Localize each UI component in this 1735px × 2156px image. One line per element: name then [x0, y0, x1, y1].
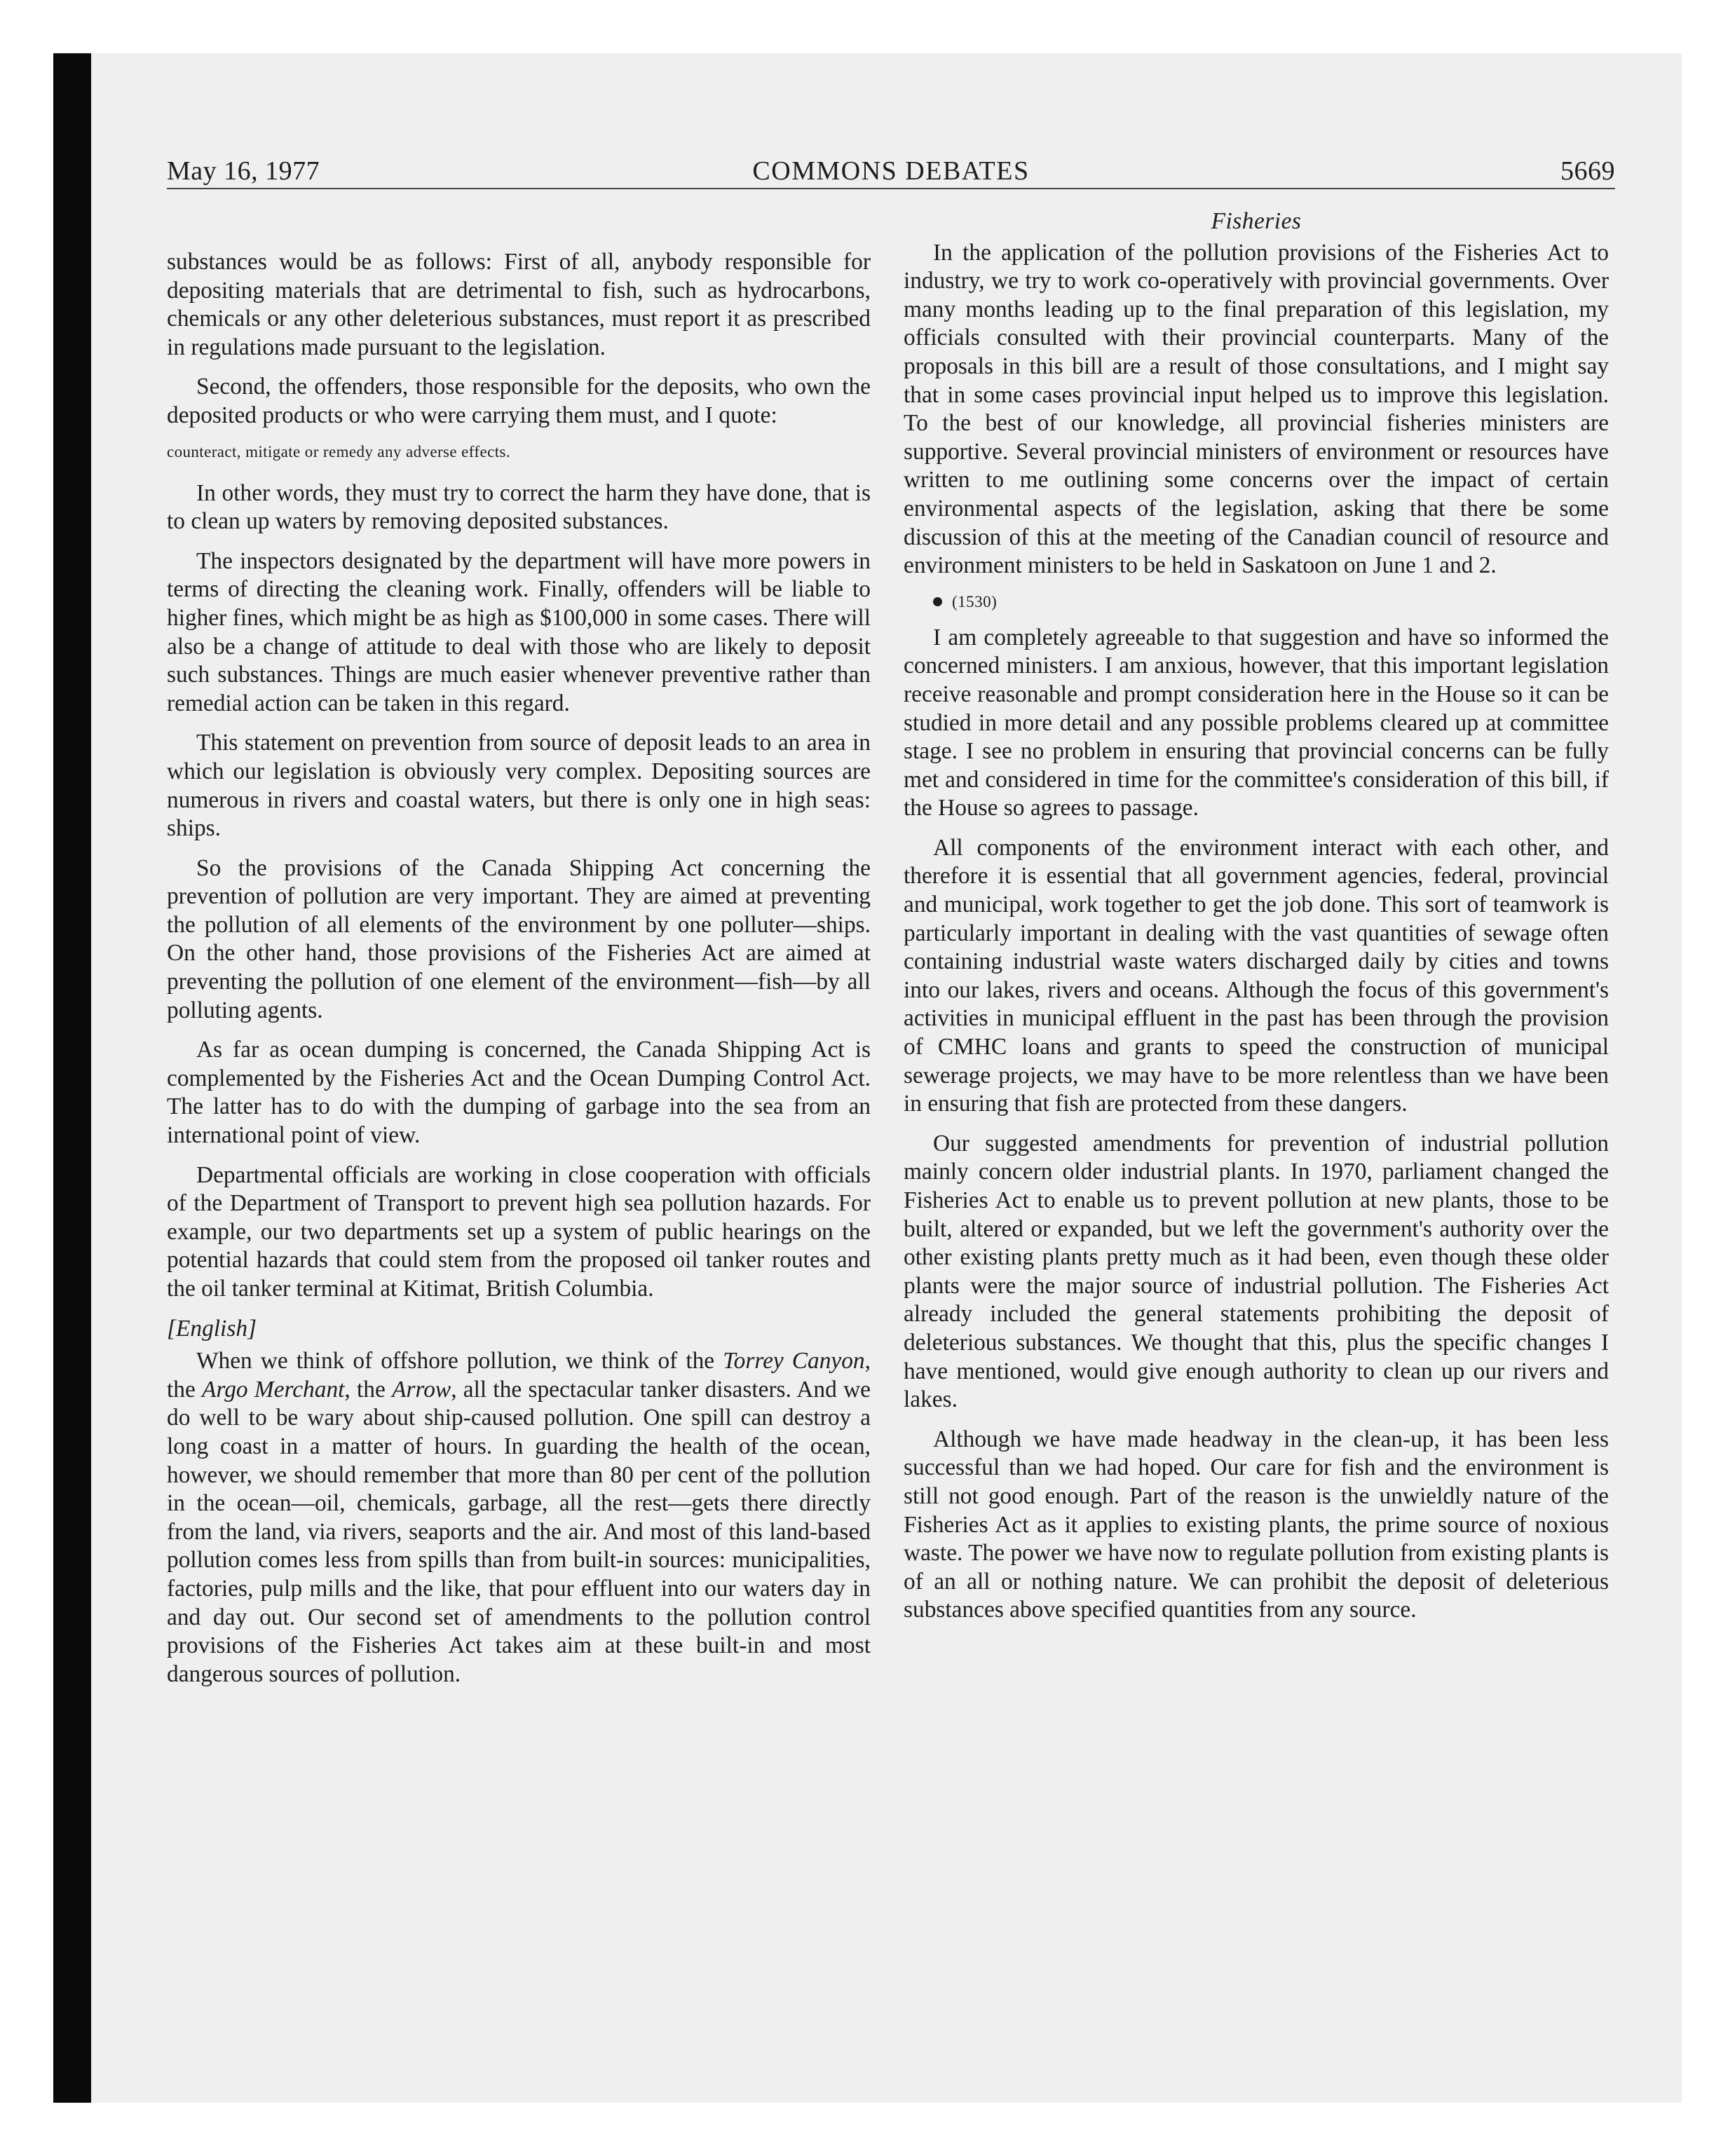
- text-run: , all the spectacular tanker disasters. And we do well to be wary about ship-caused pollution. One spill can destroy a long coast in a matter of hours. In guarding the health of the ocean, however, we should remember that more than 80 per cent of the pollution in the ocean—oil, chemicals, garbage, all the rest—gets there directly from the land, via rivers, seaports and the air. And most of this land-based pollution comes less from spills than from built-in sources: municipalities, factories, pulp mills and the like, that pour effluent into our waters day in and day out. Our second set of amendments to the pollution control provisions of the Fisheries Act takes aim at these built-in and most dangerous sources of pollution.: [167, 1376, 871, 1687]
- section-heading: Fisheries: [1211, 208, 1302, 234]
- paragraph: The inspectors designated by the department will have more powers in terms of directing the cleaning work. Finally, offenders will be liable to higher fines, which might be as high as $100,000 in some cases. There will also be a change of attitude to deal with those who are likely to deposit such substances. Things are much easier whenever preventive rather than remedial action can be taken in this regard.: [167, 547, 871, 716]
- page-header: [167, 153, 1615, 189]
- time-marker-label: (1530): [952, 592, 998, 610]
- ship-name-argo-merchant: Argo Merchant: [202, 1376, 345, 1403]
- language-marker: [English]: [167, 1315, 257, 1342]
- header-title: COMMONS DEBATES: [752, 156, 1030, 186]
- bullet-icon: [933, 597, 942, 606]
- paragraph: In the application of the pollution provisions of the Fisheries Act to industry, we try to work co-operatively with provincial governments. Over many months leading up to the final preparation of this legislation, my officials consulted with their provincial counterparts. Many of the proposals in this bill are a result of those consultations, and I might say that in some cases provincial input helped us to improve this legislation. To the best of our knowledge, all provincial fisheries ministers are supportive. Several provincial ministers of environment or resources have written to me outlining some concerns over the impact of certain environmental aspects of the legislation, asking that there be some discussion of this at the meeting of the Canadian council of resource and environment ministers to be held in Saskatoon on June 1 and 2.: [904, 239, 1609, 579]
- paragraph: In other words, they must try to correct the harm they have done, that is to clean up waters by removing deposited substances.: [167, 479, 871, 535]
- text-run: , the: [344, 1376, 393, 1403]
- block-quote: counteract, mitigate or remedy any adverse effects.: [167, 442, 510, 460]
- text-run: , the: [167, 1348, 871, 1403]
- paragraph: I am completely agreeable to that suggestion and have so informed the concerned ministers. I am anxious, however, that this important legislation receive reasonable and prompt consideration here in the House so it can be studied in more detail and any possible problems cleared up at committee stage. I see no problem in ensuring that provincial concerns can be fully met and considered in time for the committee's consideration of this bill, if the House so agrees to passage.: [904, 624, 1609, 821]
- paragraph: This statement on prevention from source of deposit leads to an area in which our legislation is obviously very complex. Depositing sources are numerous in rivers and coastal waters, but there is only one in high seas: ships.: [167, 730, 871, 842]
- ship-name-arrow: Arrow: [392, 1376, 451, 1403]
- text-run: When we think of offshore pollution, we think of the: [196, 1348, 723, 1374]
- paragraph: Departmental officials are working in close cooperation with officials of the Department of Transport to prevent high sea pollution hazards. For example, our two departments set up a system of public hearings on the potential hazards that could stem from the proposed oil tanker routes and the oil tanker terminal at Kitimat, British Columbia.: [167, 1161, 871, 1302]
- time-marker: [904, 592, 1609, 613]
- paragraph: All components of the environment interact with each other, and therefore it is essential that all government agencies, federal, provincial and municipal, work together to get the job done. This sort of teamwork is particularly important in dealing with the vast quantities of sewage often containing industrial waste waters discharged daily by cities and towns into our lakes, rivers and oceans. Although the focus of this government's activities in municipal effluent in the past has been through the provision of CMHC loans and grants to speed the construction of municipal sewerage projects, we may have to be more relentless than we have been in ensuring that fish are protected from these dangers.: [904, 834, 1609, 1117]
- paragraph: substances would be as follows: First of all, anybody responsible for depositing materials that are detrimental to fish, such as hydrocarbons, chemicals or any other deleterious substances, must report it as prescribed in regulations made pursuant to the legislation.: [167, 249, 871, 360]
- paragraph: Second, the offenders, those responsible for the deposits, who own the deposited products or who were carrying them must, and I quote:: [167, 374, 871, 428]
- paragraph: Our suggested amendments for prevention of industrial pollution mainly concern older industrial plants. In 1970, parliament changed the Fisheries Act to enable us to prevent pollution at new plants, those to be built, altered or expanded, but we left the government's authority over the other existing plants pretty much as it had been, even though these older plants were the major source of industrial pollution. The Fisheries Act already included the general statements prohibiting the deposit of deleterious substances. We thought that this, plus the specific changes I have mentioned, would give enough authority to clean up our rivers and lakes.: [904, 1130, 1609, 1413]
- header-page-number: 5669: [1560, 156, 1615, 186]
- paragraph: So the provisions of the Canada Shipping Act concerning the prevention of pollution are very important. They are aimed at preventing the pollution of all elements of the environment by one polluter—ships. On the other hand, those provisions of the Fisheries Act are aimed at preventing the pollution of one element of the environment—fish—by all polluting agents.: [167, 854, 871, 1023]
- paragraph: [167, 1347, 871, 1688]
- paragraph: As far as ocean dumping is concerned, the Canada Shipping Act is complemented by the Fisheries Act and the Ocean Dumping Control Act. The latter has to do with the dumping of garbage into the sea from an international point of view.: [167, 1037, 871, 1149]
- left-column: [167, 248, 871, 1700]
- scan-edge-bar: [53, 53, 91, 2103]
- right-column: [904, 207, 1609, 1636]
- paragraph: Although we have made headway in the clean-up, it has been less successful than we had hoped. Our care for fish and the environment is still not good enough. Part of the reason is the unwieldly nature of the Fisheries Act as it applies to existing plants, the prime source of noxious waste. The power we have now to regulate pollution from existing plants is of an all or nothing nature. We can prohibit the deposit of deleterious substances above specified quantities from any source.: [904, 1426, 1609, 1623]
- header-date: May 16, 1977: [167, 156, 320, 186]
- ship-name-torrey-canyon: Torrey Canyon: [723, 1348, 865, 1374]
